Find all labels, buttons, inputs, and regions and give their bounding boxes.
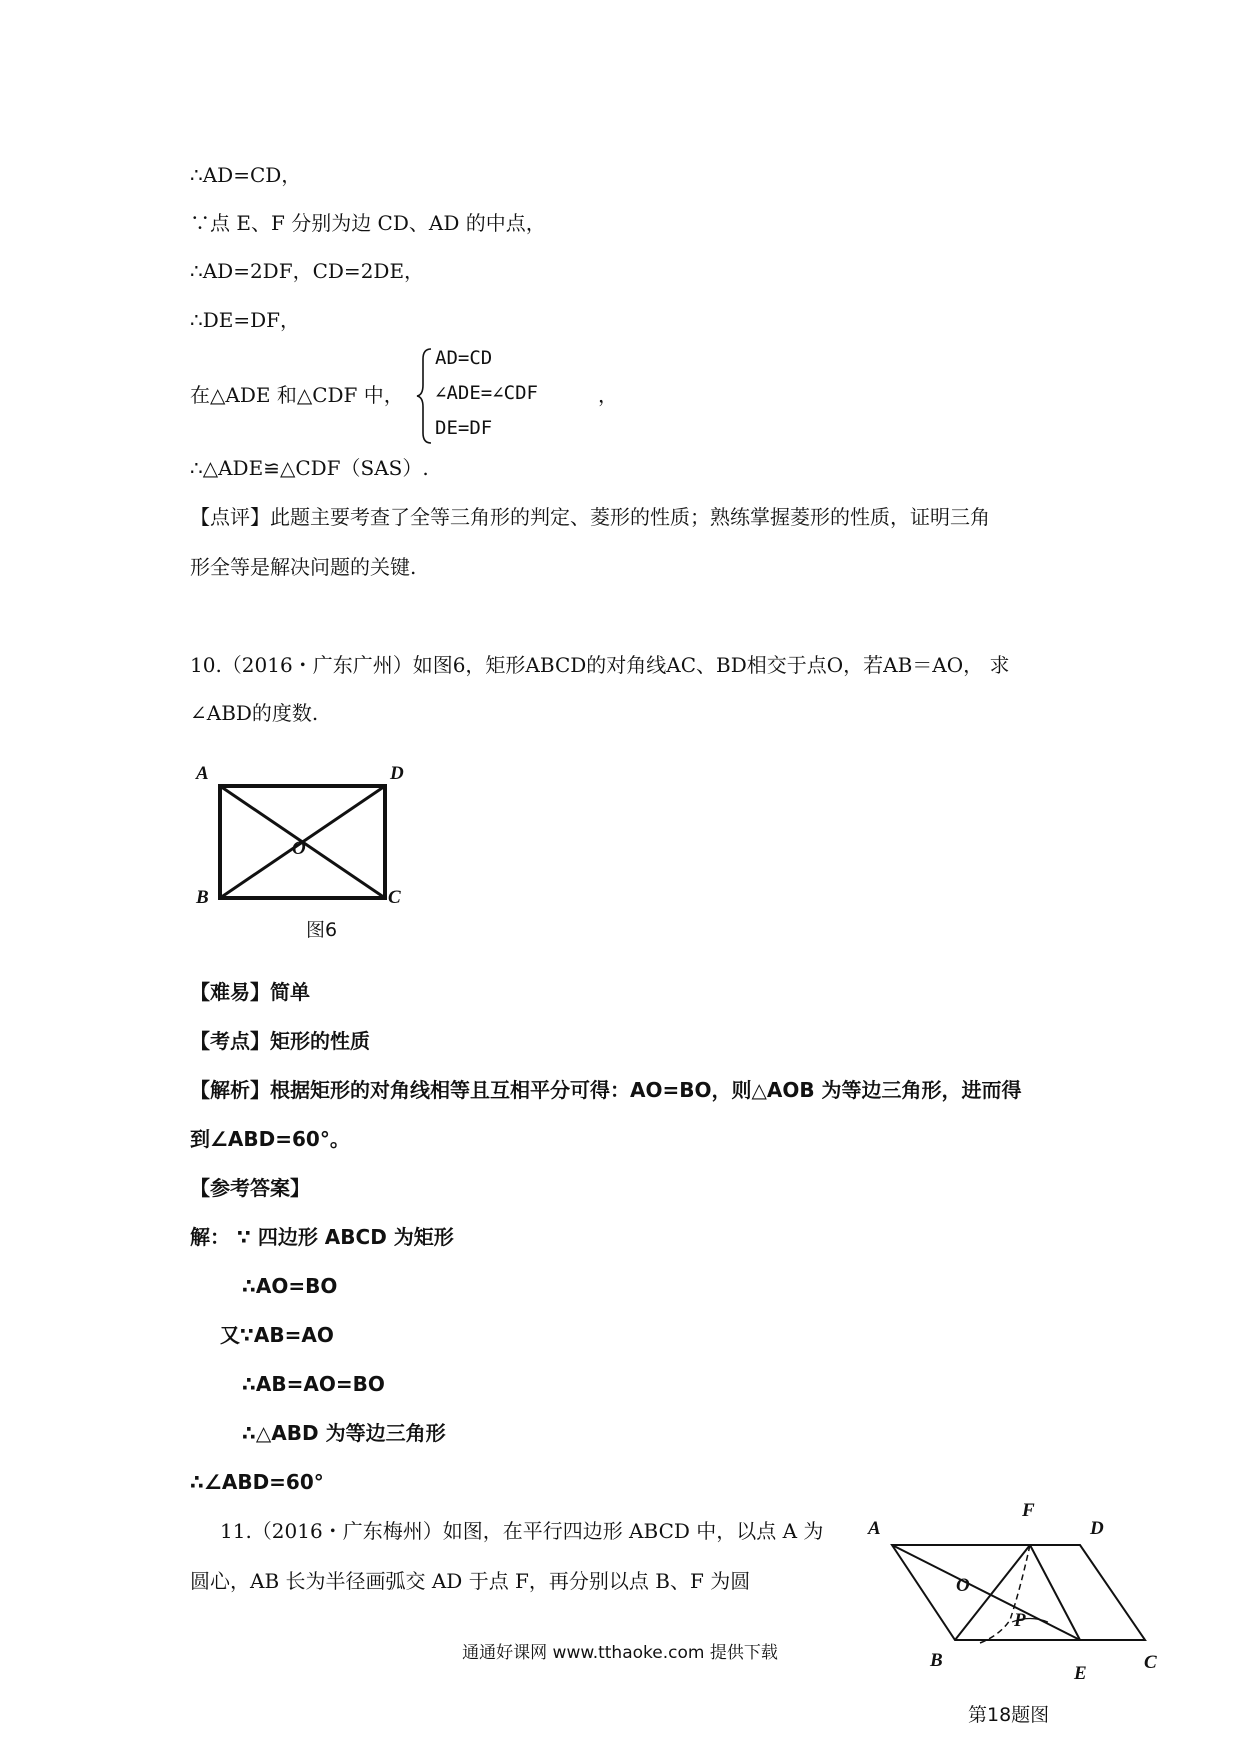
proof-line-5-prefix: 在△ADE 和△CDF 中，	[190, 383, 404, 407]
proof-line-5-suffix: ，	[598, 383, 618, 407]
brace-row-1: AD=CD	[435, 347, 493, 369]
q10-solution-1: 解： ∵ 四边形 ABCD 为矩形	[190, 1225, 454, 1249]
segment-fe	[1030, 1545, 1080, 1640]
fig18-label-f: F	[1022, 1500, 1035, 1521]
q10-difficulty: 【难易】简单	[190, 980, 310, 1004]
segment-ae	[892, 1545, 1080, 1640]
proof-conclusion: ∴△ADE≌△CDF（SAS）.	[190, 456, 429, 480]
fig18-label-c: C	[1144, 1652, 1157, 1673]
q10-analysis-2: 到∠ABD=60°。	[190, 1127, 350, 1151]
proof-line-2: ∵点 E、F 分别为边 CD、AD 的中点，	[190, 211, 546, 235]
q10-solution-4: ∴AB=AO=BO	[242, 1372, 385, 1396]
q10-line-1: 10.（2016・广东广州）如图6，矩形ABCD的对角线AC、BD相交于点O，若AB＝AO， 求	[190, 653, 1010, 677]
proof-line-3: ∴AD=2DF，CD=2DE，	[190, 259, 425, 283]
review-line-1: 【点评】此题主要考查了全等三角形的判定、菱形的性质；熟练掌握菱形的性质，证明三角	[190, 505, 990, 529]
q10-analysis-1: 【解析】根据矩形的对角线相等且互相平分可得：AO=BO，则△AOB 为等边三角形，进而得	[190, 1078, 1022, 1102]
q10-line-2: ∠ABD的度数.	[190, 701, 319, 725]
q10-topic: 【考点】矩形的性质	[190, 1029, 370, 1053]
q10-solution-5: ∴△ABD 为等边三角形	[242, 1421, 446, 1445]
brace-row-3: DE=DF	[435, 417, 493, 439]
q10-solution-2: ∴AO=BO	[242, 1274, 338, 1298]
q10-solution-3: 又∵AB=AO	[220, 1323, 334, 1347]
q10-answer-heading: 【参考答案】	[190, 1176, 310, 1200]
fig18-label-b: B	[930, 1650, 943, 1671]
fig18-label-d: D	[1090, 1518, 1104, 1539]
q11-line-2: 圆心，AB 长为半径画弧交 AD 于点 F，再分别以点 B、F 为圆	[190, 1569, 751, 1593]
review-line-2: 形全等是解决问题的关键.	[190, 555, 417, 579]
fig18-label-o: O	[956, 1575, 970, 1596]
fig6-label-o: O	[292, 838, 306, 859]
fig6-label-c: C	[388, 887, 401, 908]
fig18-label-e: E	[1074, 1663, 1087, 1684]
fig18-label-a: A	[868, 1518, 881, 1539]
rectangle-figure	[190, 760, 420, 910]
brace-icon	[415, 345, 435, 447]
page-footer: 通通好课网 www.tthaoke.com 提供下载	[462, 1643, 778, 1663]
proof-line-4: ∴DE=DF，	[190, 308, 301, 332]
fig6-caption: 图6	[306, 919, 338, 941]
proof-line-1: ∴AD=CD，	[190, 163, 302, 187]
q10-solution-6: ∴∠ABD=60°	[190, 1470, 324, 1494]
fig18-caption: 第18题图	[968, 1704, 1050, 1726]
fig6-label-a: A	[196, 763, 209, 784]
fig6-label-b: B	[196, 887, 209, 908]
fig18-label-p: P	[1014, 1610, 1026, 1631]
fig6-label-d: D	[390, 763, 404, 784]
brace-row-2: ∠ADE=∠CDF	[435, 382, 538, 404]
q11-line-1: 11.（2016・广东梅州）如图，在平行四边形 ABCD 中，以点 A 为	[220, 1519, 824, 1543]
